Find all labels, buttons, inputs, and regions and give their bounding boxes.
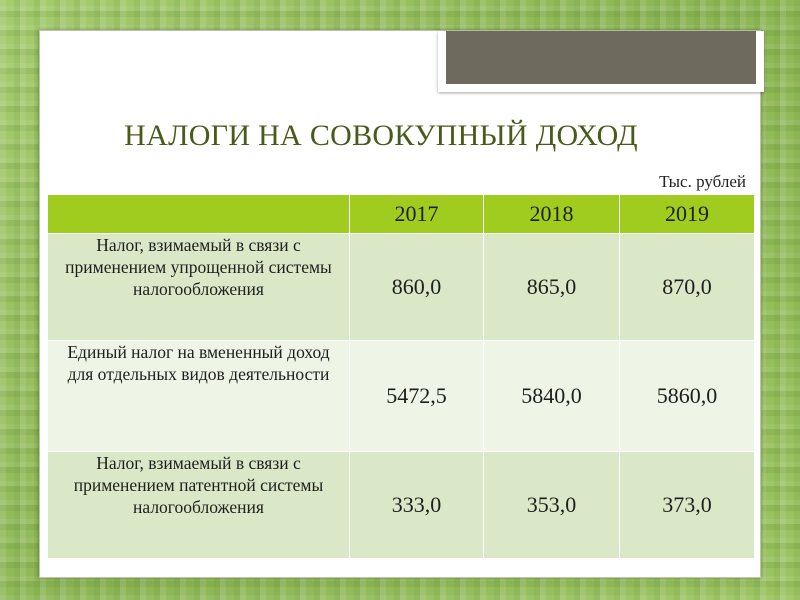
value-cell: 5860,0 bbox=[620, 341, 755, 452]
header-cell-2017: 2017 bbox=[350, 195, 484, 234]
slide-title: НАЛОГИ НА СОВОКУПНЫЙ ДОХОД bbox=[124, 119, 638, 152]
units-label: Тыс. рублей bbox=[659, 172, 746, 191]
photo-frame bbox=[438, 31, 764, 92]
slide bbox=[39, 30, 761, 578]
value-cell: 870,0 bbox=[620, 234, 755, 341]
photo-placeholder bbox=[446, 31, 756, 84]
value-cell: 353,0 bbox=[484, 452, 620, 559]
value-cell: 373,0 bbox=[620, 452, 755, 559]
table-row bbox=[48, 341, 755, 452]
value-cell: 5472,5 bbox=[350, 341, 484, 452]
value-cell: 5840,0 bbox=[484, 341, 620, 452]
value-cell: 865,0 bbox=[484, 234, 620, 341]
table-row bbox=[48, 234, 755, 341]
value-cell: 860,0 bbox=[350, 234, 484, 341]
row-name-cell: Единый налог на вмененный доход для отдельных видов деятельности bbox=[48, 341, 350, 452]
header-cell-empty bbox=[48, 195, 350, 234]
tax-table bbox=[47, 194, 755, 559]
row-name-cell: Налог, взимаемый в связи с применением патентной системы налогообложения bbox=[48, 452, 350, 559]
header-cell-2018: 2018 bbox=[484, 195, 620, 234]
table-header-row bbox=[48, 195, 755, 234]
table-row bbox=[48, 452, 755, 559]
row-name-cell: Налог, взимаемый в связи с применением упрощенной системы налогообложения bbox=[48, 234, 350, 341]
value-cell: 333,0 bbox=[350, 452, 484, 559]
header-cell-2019: 2019 bbox=[620, 195, 755, 234]
